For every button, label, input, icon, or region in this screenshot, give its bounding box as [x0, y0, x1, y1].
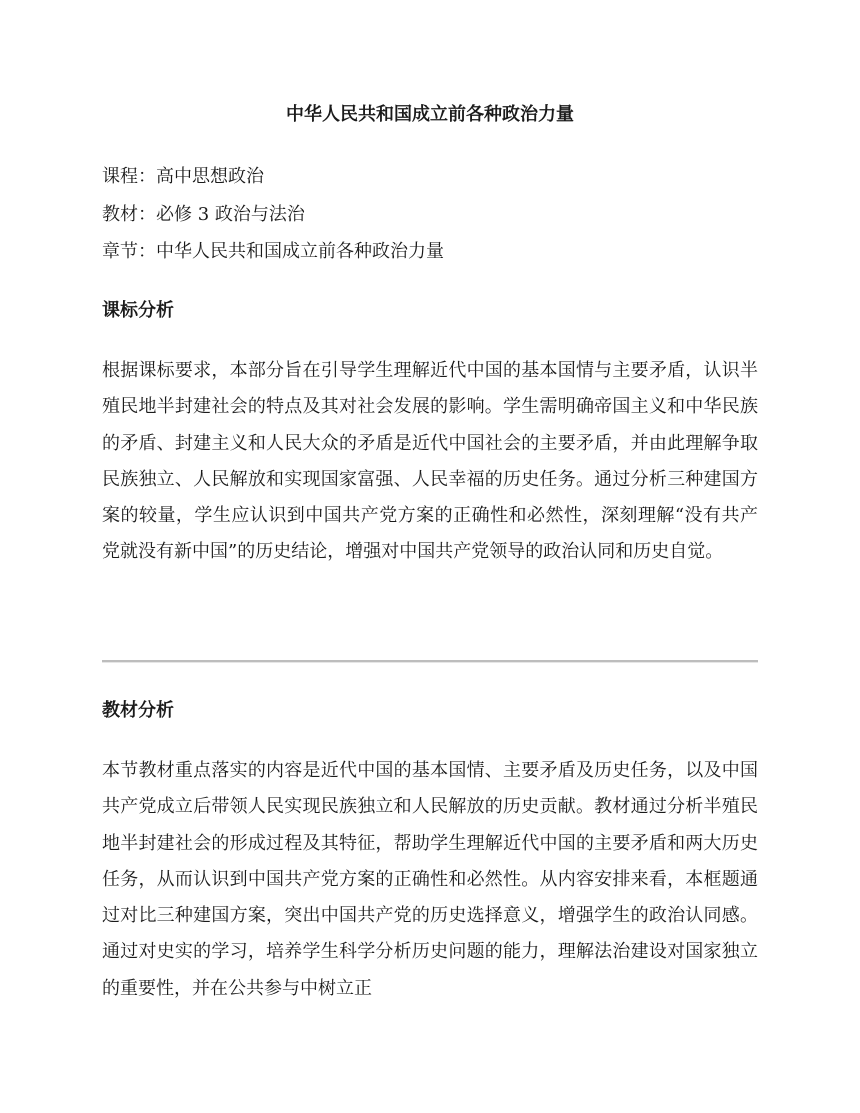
meta-textbook-label: 教材：	[102, 203, 156, 225]
meta-textbook-value: 必修 3 政治与法治	[156, 203, 305, 225]
meta-textbook	[102, 196, 758, 234]
section-heading-textbook-analysis: 教材分析	[102, 700, 174, 721]
section-body-textbook-analysis: 本节教材重点落实的内容是近代中国的基本国情、主要矛盾及历史任务，以及中国共产党成立后带领人民实现民族独立和人民解放的历史贡献。教材通过分析半殖民地半封建社会的形成过程及其特征，帮助学生理解近代中国的主要矛盾和两大历史任务，从而认识到中国共产党方案的正确性和必然性。从内容安排来看，本框题通过对比三种建国方案，突出中国共产党的历史选择意义，增强学生的政治认同感。通过对史实的学习，培养学生科学分析历史问题的能力，理解法治建设对国家独立的重要性，并在公共参与中树立正	[102, 760, 758, 999]
document-title: 中华人民共和国成立前各种政治力量	[286, 104, 574, 125]
meta-chapter-value: 中华人民共和国成立前各种政治力量	[156, 241, 444, 262]
meta-chapter	[102, 233, 758, 271]
section-divider	[102, 660, 758, 663]
section-heading-curriculum-analysis: 课标分析	[102, 300, 174, 321]
meta-course-value: 高中思想政治	[156, 166, 264, 187]
meta-course-label: 课程：	[102, 166, 156, 187]
document-meta	[102, 158, 758, 271]
meta-course	[102, 158, 758, 196]
section-body-curriculum-analysis: 根据课标要求，本部分旨在引导学生理解近代中国的基本国情与主要矛盾，认识半殖民地半封建社会的特点及其对社会发展的影响。学生需明确帝国主义和中华民族的矛盾、封建主义和人民大众的矛盾是近代中国社会的主要矛盾，并由此理解争取民族独立、人民解放和实现国家富强、人民幸福的历史任务。通过分析三种建国方案的较量，学生应认识到中国共产党方案的正确性和必然性，深刻理解“没有共产党就没有新中国”的历史结论，增强对中国共产党领导的政治认同和历史自觉。	[102, 360, 758, 563]
meta-chapter-label: 章节：	[102, 241, 156, 262]
